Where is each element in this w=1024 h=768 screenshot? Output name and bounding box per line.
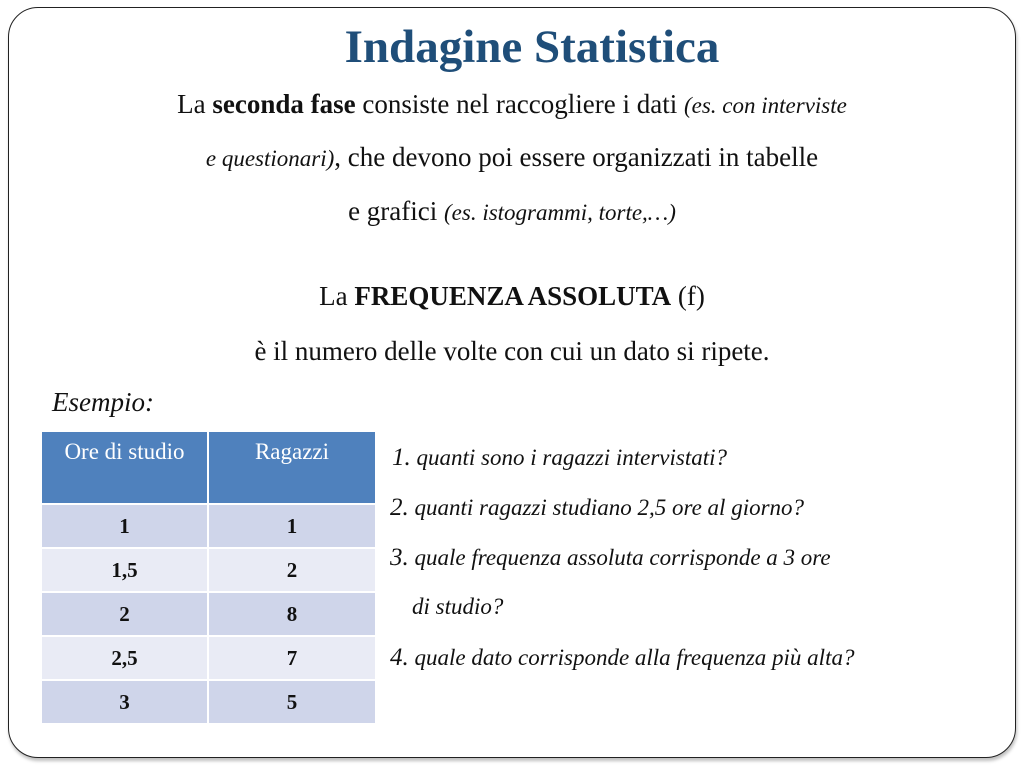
question-number: 2. xyxy=(390,494,409,521)
question-4 xyxy=(390,644,854,672)
question-text: quanti ragazzi studiano 2,5 ore al giorno? xyxy=(414,495,805,520)
table-row xyxy=(41,636,376,680)
intro-line-1 xyxy=(0,89,1024,120)
definition-text: La xyxy=(319,281,355,311)
question-1 xyxy=(392,444,727,472)
definition-term: FREQUENZA ASSOLUTA xyxy=(354,281,672,311)
table-cell-ore: 1,5 xyxy=(41,548,208,592)
table-cell-ragazzi: 8 xyxy=(208,592,376,636)
intro-line-3 xyxy=(0,196,1024,227)
intro-text: La xyxy=(177,89,213,119)
question-number: 4. xyxy=(390,644,409,671)
question-number: 1. xyxy=(392,444,411,471)
question-2 xyxy=(390,494,804,522)
table-row xyxy=(41,504,376,548)
question-text: quanti sono i ragazzi intervistati? xyxy=(416,445,728,470)
header-ore-di-studio: Ore di studio xyxy=(41,431,208,504)
table-cell-ore: 3 xyxy=(41,680,208,724)
table-row xyxy=(41,548,376,592)
definition-text: (f) xyxy=(671,281,705,311)
question-number: 3. xyxy=(390,544,409,571)
table-header-row xyxy=(41,431,376,504)
question-text: quale frequenza assoluta corrisponde a 3 ore xyxy=(414,545,831,570)
example-label: Esempio: xyxy=(52,387,154,417)
intro-emphasis: seconda fase xyxy=(212,89,356,119)
table-cell-ragazzi: 1 xyxy=(208,504,376,548)
table-cell-ragazzi: 2 xyxy=(208,548,376,592)
table-cell-ragazzi: 7 xyxy=(208,636,376,680)
table-row xyxy=(41,592,376,636)
intro-example: (es. istogrammi, torte,…) xyxy=(444,200,676,225)
question-3-continuation: di studio? xyxy=(412,594,504,619)
question-3 xyxy=(390,544,831,572)
table-cell-ore: 2,5 xyxy=(41,636,208,680)
intro-text: e grafici xyxy=(348,196,444,226)
intro-line-2 xyxy=(0,142,1024,173)
intro-example: (es. con interviste xyxy=(683,93,847,118)
definition-line-1 xyxy=(0,281,1024,312)
table-cell-ore: 2 xyxy=(41,592,208,636)
table-cell-ragazzi: 5 xyxy=(208,680,376,724)
definition-line-2: è il numero delle volte con cui un dato si ripete. xyxy=(254,336,770,366)
table-row xyxy=(41,680,376,724)
frequency-table xyxy=(40,430,377,725)
intro-text: consiste nel raccogliere i dati xyxy=(355,89,684,119)
intro-text: , che devono poi essere organizzati in tabelle xyxy=(334,142,819,172)
intro-example: e questionari) xyxy=(205,146,335,171)
question-text: quale dato corrisponde alla frequenza più alta? xyxy=(414,645,855,670)
table-cell-ore: 1 xyxy=(41,504,208,548)
slide-title: Indagine Statistica xyxy=(344,21,720,73)
header-ragazzi: Ragazzi xyxy=(208,431,376,504)
